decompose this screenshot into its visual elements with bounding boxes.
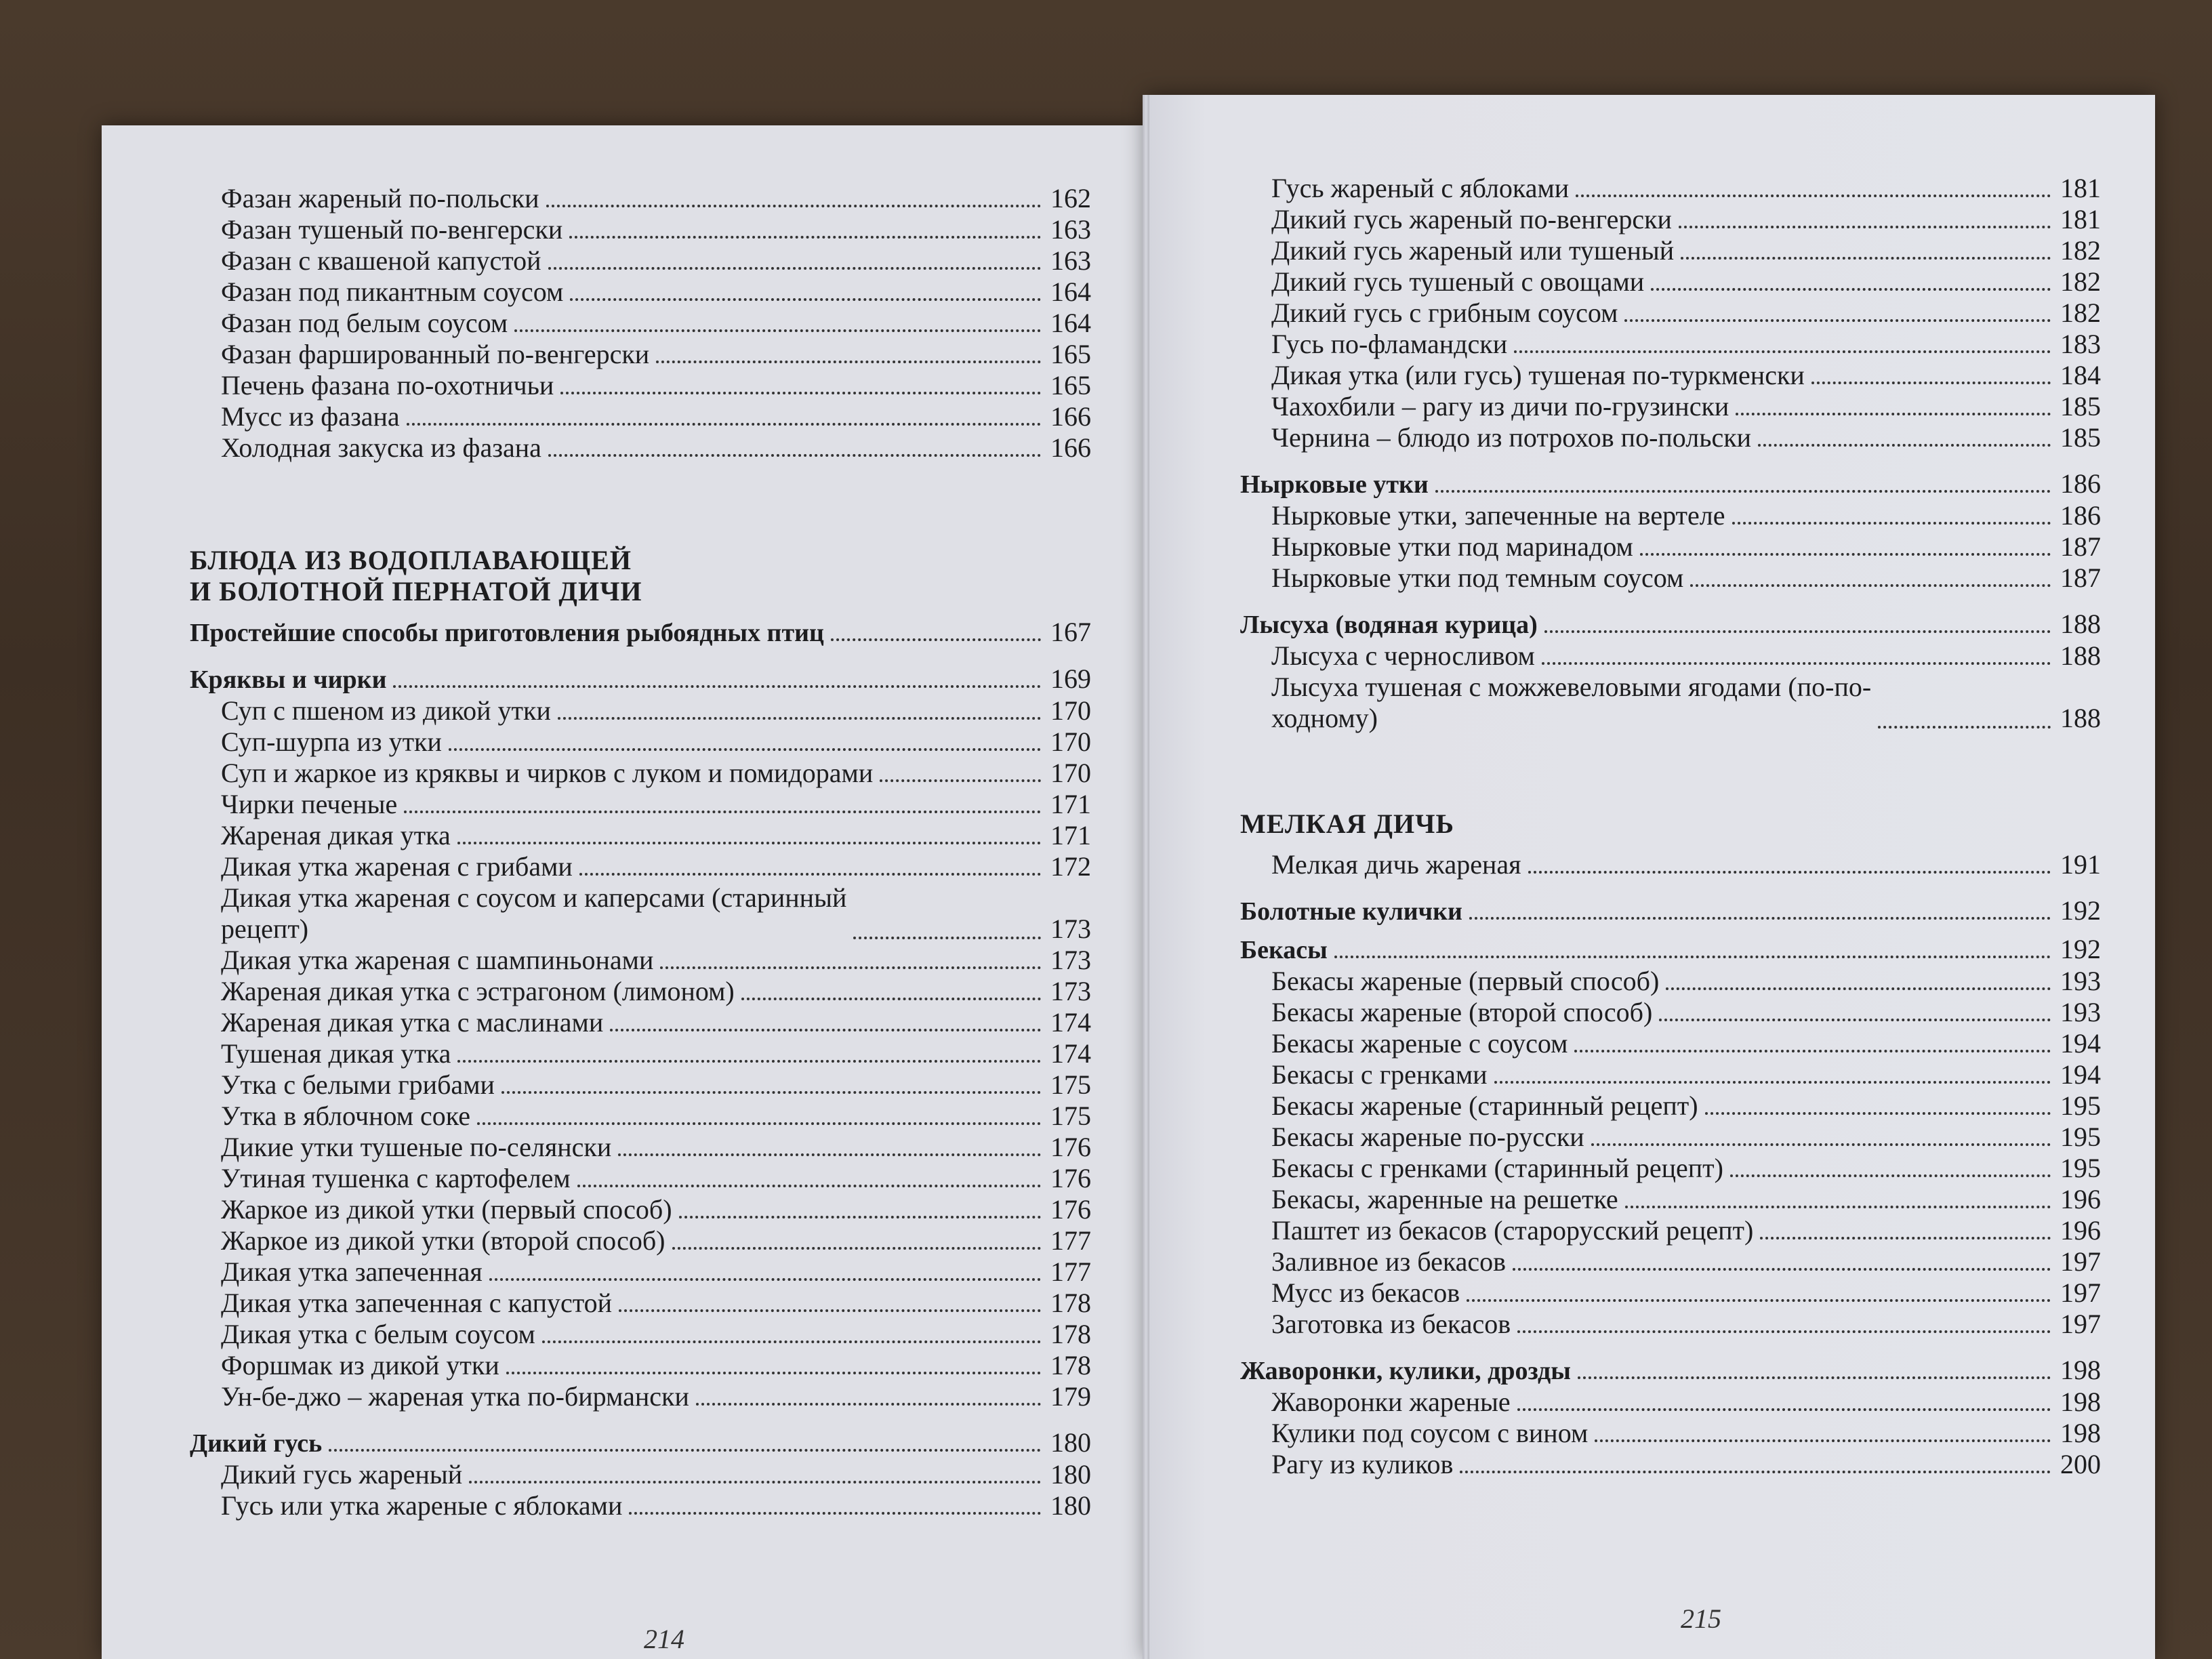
toc-entry[interactable]	[1240, 1449, 2101, 1480]
toc-entry-page: 180	[1050, 1490, 1091, 1521]
toc-entry-title: Жаркое из дикой утки (второй способ)	[221, 1225, 665, 1256]
toc-entry-page: 194	[2060, 1059, 2101, 1090]
toc-entry[interactable]	[1240, 1387, 2101, 1418]
toc-entry-title: Фазан жареный по-польски	[221, 183, 539, 213]
dot-leader	[570, 298, 1041, 301]
dot-leader	[880, 779, 1041, 782]
toc-entry-title: Дикая утка жареная с грибами	[221, 851, 573, 882]
toc-entry-page: 182	[2060, 298, 2101, 328]
toc-entry-page: 164	[1050, 276, 1091, 307]
toc-entry-title: Нырковые утки под темным соусом	[1271, 562, 1684, 593]
dot-leader	[1760, 1237, 2051, 1240]
toc-entry[interactable]	[190, 789, 1091, 820]
toc-entry-page: 182	[2060, 266, 2101, 297]
toc-entry-title: Дикий гусь жареный или тушеный	[1271, 235, 1675, 266]
toc-entry[interactable]	[190, 1225, 1091, 1256]
toc-entry-title: Дикие утки тушеные по-селянски	[221, 1132, 612, 1162]
toc-entry-title: Дикий гусь с грибным соусом	[1271, 298, 1618, 328]
toc-entry-page: 178	[1050, 1350, 1091, 1380]
toc-entry[interactable]	[1240, 1122, 2101, 1153]
toc-entry-title: Гусь по-фламандски	[1271, 329, 1508, 359]
toc-entry-title: Дикий гусь жареный	[221, 1459, 463, 1490]
toc-entry[interactable]	[190, 214, 1091, 245]
dot-leader	[1574, 1050, 2051, 1052]
toc-entry-page: 187	[2060, 531, 2101, 562]
toc-entry[interactable]	[1240, 1246, 2101, 1277]
toc-entry-title: Форшмак из дикой утки	[221, 1350, 499, 1380]
toc-entry-title: Бекасы, жаренные на решетке	[1271, 1184, 1618, 1214]
toc-entry-page: 162	[1050, 183, 1091, 213]
toc-entry[interactable]	[190, 820, 1091, 851]
dot-leader	[1758, 444, 2051, 447]
dot-leader	[1625, 1206, 2051, 1208]
toc-entry-title: Фазан фаршированный по-венгерски	[221, 339, 650, 369]
toc-entry-page: 198	[2060, 1418, 2101, 1448]
toc-entry-title: Нырковые утки, запеченные на вертеле	[1271, 500, 1725, 531]
toc-entry-page: 172	[1050, 851, 1091, 882]
toc-entry[interactable]	[1240, 204, 2101, 235]
toc-entry-title: Фазан с квашеной капустой	[221, 245, 541, 276]
toc-entry[interactable]	[190, 1319, 1091, 1350]
toc-entry-page: 164	[1050, 308, 1091, 338]
dot-leader	[1467, 1299, 2051, 1302]
toc-entry-page: 188	[2060, 640, 2101, 671]
dot-leader	[548, 454, 1041, 457]
toc-entry[interactable]	[1240, 1309, 2101, 1340]
toc-entry-page: 163	[1050, 214, 1091, 245]
toc-entry-page: 174	[1050, 1007, 1091, 1038]
toc-entry-page: 171	[1050, 789, 1091, 819]
toc-entry[interactable]	[190, 1007, 1091, 1038]
toc-entry[interactable]	[1240, 422, 2101, 453]
dot-leader	[1651, 288, 2051, 291]
toc-entry[interactable]	[1240, 329, 2101, 360]
toc-entry[interactable]	[1240, 997, 2101, 1028]
toc-entry-page: 181	[2060, 204, 2101, 234]
dot-leader	[514, 329, 1041, 332]
dot-leader	[610, 1029, 1041, 1031]
toc-entry-page: 195	[2060, 1090, 2101, 1121]
dot-leader	[1624, 319, 2051, 322]
toc-entry[interactable]	[190, 695, 1091, 726]
toc-entry[interactable]	[190, 432, 1091, 464]
right-entries-e	[1240, 1387, 2101, 1480]
page-number-right: 215	[1681, 1603, 1721, 1634]
toc-entry-title: Тушеная дикая утка	[221, 1038, 451, 1069]
right-toc	[1240, 173, 2101, 1480]
right-entries-d	[1240, 966, 2101, 1340]
toc-entry[interactable]	[190, 245, 1091, 276]
toc-entry[interactable]	[190, 339, 1091, 370]
toc-entry-page: 196	[2060, 1215, 2101, 1246]
toc-entry[interactable]	[1240, 1090, 2101, 1122]
right-entries-a	[1240, 173, 2101, 453]
toc-entry[interactable]	[1240, 1184, 2101, 1215]
left-toc	[190, 183, 1091, 1521]
toc-entry-page: 196	[2060, 1184, 2101, 1214]
toc-entry-title: Ун-бе-джо – жареная утка по-бирмански	[221, 1381, 689, 1412]
left-entries-a	[190, 183, 1091, 464]
toc-entry-title: Кулики под соусом с вином	[1271, 1418, 1589, 1448]
toc-group-nyrkovye[interactable]: Нырковые утки 186	[1240, 468, 2101, 499]
toc-entry-title: Холодная закуска из фазана	[221, 432, 541, 463]
toc-entry-title: Фазан под пикантным соусом	[221, 276, 564, 307]
dot-leader	[558, 717, 1041, 720]
toc-entry-page: 163	[1050, 245, 1091, 276]
toc-entry[interactable]	[190, 758, 1091, 789]
dot-leader	[1659, 1019, 2051, 1021]
toc-entry-title: Суп и жаркое из кряквы и чирков с луком и помидорами	[221, 758, 874, 788]
dot-leader	[1811, 382, 2051, 384]
toc-group-larks[interactable]: Жаворонки, кулики, дрозды 198	[1240, 1355, 2101, 1385]
toc-entry-page: 184	[2060, 360, 2101, 390]
toc-entry[interactable]	[1240, 1277, 2101, 1309]
toc-entry[interactable]	[190, 1459, 1091, 1490]
toc-entry[interactable]	[190, 276, 1091, 308]
toc-entry[interactable]	[1240, 640, 2101, 672]
toc-entry[interactable]	[190, 945, 1091, 976]
dot-leader	[546, 205, 1041, 207]
toc-entry-juniper[interactable]: Лысуха тушеная с можжевеловыми ягодами (по-по- ходному) 188	[1271, 672, 2101, 733]
toc-entry-title: Дикий гусь жареный по-венгерски	[1271, 204, 1672, 234]
toc-entry-page: 170	[1050, 695, 1091, 726]
dot-leader	[501, 1091, 1041, 1094]
dot-leader	[1732, 522, 2051, 525]
dot-leader	[1736, 413, 2051, 415]
toc-entry-page: 170	[1050, 758, 1091, 788]
toc-entry-page: 174	[1050, 1038, 1091, 1069]
toc-entry-page: 186	[2060, 500, 2101, 531]
right-entries-b	[1240, 500, 2101, 594]
toc-entry-title: Суп-шурпа из утки	[221, 726, 442, 757]
page-number-left: 214	[644, 1624, 684, 1654]
dot-leader	[542, 1340, 1041, 1343]
toc-entry-page: 179	[1050, 1381, 1091, 1412]
toc-entry-page: 173	[1050, 976, 1091, 1006]
dot-leader	[477, 1122, 1041, 1125]
toc-entry-title: Паштет из бекасов (старорусский рецепт)	[1271, 1215, 1754, 1246]
toc-entry-title: Чирки печеные	[221, 789, 398, 819]
dot-leader	[457, 842, 1041, 844]
dot-leader	[1705, 1112, 2051, 1115]
toc-entry-page: 195	[2060, 1153, 2101, 1183]
toc-entry-page: 193	[2060, 997, 2101, 1027]
toc-entry-page: 178	[1050, 1288, 1091, 1318]
toc-entry[interactable]	[1240, 235, 2101, 266]
toc-entry-title: Жареная дикая утка с маслинами	[221, 1007, 604, 1038]
toc-entry-page: 176	[1050, 1132, 1091, 1162]
toc-entry[interactable]	[190, 401, 1091, 432]
left-entries-c	[190, 945, 1091, 1412]
toc-entry[interactable]	[190, 1163, 1091, 1194]
toc-entry-page: 177	[1050, 1256, 1091, 1287]
toc-entry[interactable]	[190, 370, 1091, 401]
toc-entry-page: 193	[2060, 966, 2101, 996]
toc-entry-title: Дикий гусь тушеный с овощами	[1271, 266, 1645, 297]
toc-entry-title: Бекасы с гренками (старинный рецепт)	[1271, 1153, 1723, 1183]
toc-entry[interactable]	[1240, 360, 2101, 391]
toc-entry[interactable]	[190, 1194, 1091, 1225]
dot-leader	[1576, 194, 2051, 197]
dot-leader	[569, 236, 1041, 239]
dot-leader	[1679, 226, 2051, 228]
toc-entry[interactable]	[1240, 1028, 2101, 1059]
toc-entry-page: 175	[1050, 1069, 1091, 1100]
toc-entry-title: Бекасы жареные (второй способ)	[1271, 997, 1653, 1027]
dot-leader	[672, 1247, 1042, 1250]
toc-entry[interactable]	[1240, 391, 2101, 422]
left-entries-b	[190, 695, 1091, 882]
toc-entry-title: Бекасы жареные (старинный рецепт)	[1271, 1090, 1698, 1121]
toc-entry-page: 175	[1050, 1101, 1091, 1131]
toc-entry-page: 182	[2060, 235, 2101, 266]
left-entries-d	[190, 1459, 1091, 1521]
toc-entry[interactable]	[1240, 966, 2101, 997]
toc-entry-page: 197	[2060, 1246, 2101, 1277]
toc-entry-title: Бекасы жареные по-русски	[1271, 1122, 1584, 1152]
toc-entry-title: Дикая утка запеченная	[221, 1256, 483, 1287]
toc-entry-page: 195	[2060, 1122, 2101, 1152]
toc-entry-simple-methods[interactable]: Простейшие способы приготовления рыбоядных птиц 167	[190, 617, 1091, 647]
dot-leader	[457, 1060, 1041, 1063]
dot-leader	[1494, 1081, 2051, 1084]
dot-leader	[629, 1512, 1041, 1515]
dot-leader	[407, 423, 1041, 426]
toc-entry[interactable]	[1240, 500, 2101, 531]
toc-entry[interactable]	[190, 183, 1091, 214]
toc-entry-page: 170	[1050, 726, 1091, 757]
dot-leader	[577, 1185, 1041, 1187]
toc-entry-title: Суп с пшеном из дикой утки	[221, 695, 551, 726]
dot-leader	[679, 1216, 1041, 1218]
toc-entry-page: 181	[2060, 173, 2101, 203]
toc-entry[interactable]	[1240, 1418, 2101, 1449]
dot-leader	[1730, 1174, 2051, 1177]
toc-entry-title: Жареная дикая утка с эстрагоном (лимоном)	[221, 976, 735, 1006]
toc-entry-page: 176	[1050, 1194, 1091, 1225]
toc-entry-title: Чахохбили – рагу из дичи по-грузински	[1271, 391, 1729, 422]
toc-entry-title: Гусь или утка жареные с яблоками	[221, 1490, 623, 1521]
toc-entry[interactable]	[190, 726, 1091, 758]
dot-leader	[660, 966, 1041, 969]
dot-leader	[619, 1309, 1041, 1312]
toc-entry[interactable]	[190, 1132, 1091, 1163]
toc-entry[interactable]	[190, 1038, 1091, 1069]
toc-entry-page: 185	[2060, 422, 2101, 453]
dot-leader	[1681, 257, 2051, 260]
toc-entry[interactable]	[190, 851, 1091, 882]
toc-entry-page: 176	[1050, 1163, 1091, 1193]
right-entries-c	[1240, 640, 2101, 672]
toc-entry-page: 197	[2060, 1309, 2101, 1339]
toc-entry[interactable]	[190, 1288, 1091, 1319]
toc-entry-title: Утка в яблочном соке	[221, 1101, 470, 1131]
toc-entry-title: Бекасы жареные с соусом	[1271, 1028, 1568, 1059]
dot-leader	[618, 1153, 1041, 1156]
toc-entry-title: Жаворонки жареные	[1271, 1387, 1511, 1417]
toc-entry-page: 180	[1050, 1459, 1091, 1490]
toc-entry-capers[interactable]: Дикая утка жареная с соусом и каперсами (старинный рецепт) 173	[221, 882, 1091, 944]
book-spine	[1143, 95, 1149, 1659]
toc-entry[interactable]	[190, 1381, 1091, 1412]
toc-entry-page: 177	[1050, 1225, 1091, 1256]
toc-entry-page: 171	[1050, 820, 1091, 851]
dot-leader	[489, 1278, 1041, 1281]
toc-entry-page: 166	[1050, 432, 1091, 463]
dot-leader	[696, 1403, 1041, 1406]
toc-entry-page: 187	[2060, 562, 2101, 593]
dot-leader	[741, 998, 1041, 1000]
toc-entry-title: Мусс из бекасов	[1271, 1277, 1460, 1308]
toc-entry[interactable]	[1240, 1153, 2101, 1184]
dot-leader	[404, 811, 1041, 813]
toc-entry-page: 194	[2060, 1028, 2101, 1059]
dot-leader	[656, 361, 1041, 363]
toc-entry-page: 166	[1050, 401, 1091, 432]
toc-entry-title: Фазан под белым соусом	[221, 308, 508, 338]
toc-entry-title: Лысуха с черносливом	[1271, 640, 1535, 671]
toc-entry[interactable]	[190, 1256, 1091, 1288]
dot-leader	[469, 1481, 1041, 1483]
toc-entry[interactable]	[190, 308, 1091, 339]
toc-entry-page: 185	[2060, 391, 2101, 422]
toc-entry[interactable]	[190, 1350, 1091, 1381]
toc-entry-title: Дикая утка (или гусь) тушеная по-туркменски	[1271, 360, 1805, 390]
toc-entry-page: 165	[1050, 339, 1091, 369]
toc-entry-title: Бекасы с гренками	[1271, 1059, 1488, 1090]
toc-entry[interactable]	[1240, 298, 2101, 329]
dot-leader	[560, 392, 1041, 394]
dot-leader	[506, 1372, 1041, 1374]
toc-entry-title: Утка с белыми грибами	[221, 1069, 495, 1100]
toc-entry-title: Бекасы жареные (первый способ)	[1271, 966, 1660, 996]
toc-entry-page: 183	[2060, 329, 2101, 359]
dot-leader	[1517, 1408, 2051, 1411]
toc-group-wild-goose[interactable]: Дикий гусь 180	[190, 1427, 1091, 1458]
toc-entry[interactable]	[190, 1490, 1091, 1521]
toc-entry-title: Мусс из фазана	[221, 401, 400, 432]
toc-entry-title: Печень фазана по-охотничьи	[221, 370, 554, 401]
toc-entry-page: 178	[1050, 1319, 1091, 1349]
dot-leader	[1460, 1471, 2051, 1473]
toc-entry-title: Нырковые утки под маринадом	[1271, 531, 1633, 562]
toc-entry-title: Заготовка из бекасов	[1271, 1309, 1511, 1339]
toc-entry-title: Заливное из бекасов	[1271, 1246, 1507, 1277]
toc-entry-title: Дикая утка жареная с шампиньонами	[221, 945, 654, 975]
toc-entry[interactable]	[1240, 531, 2101, 562]
toc-entry[interactable]	[190, 976, 1091, 1007]
dot-leader	[1542, 662, 2051, 665]
toc-entry-title: Рагу из куликов	[1271, 1449, 1454, 1479]
dot-leader	[1690, 584, 2051, 587]
section-heading-small-game: МЕЛКАЯ ДИЧЬ	[1240, 808, 1454, 839]
toc-entry-page: 198	[2060, 1387, 2101, 1417]
toc-entry[interactable]	[1240, 1215, 2101, 1246]
toc-entry[interactable]	[1240, 173, 2101, 204]
dot-leader	[1640, 553, 2051, 556]
toc-entry[interactable]	[190, 1101, 1091, 1132]
toc-entry-title: Гусь жареный с яблоками	[1271, 173, 1570, 203]
dot-leader	[1666, 987, 2051, 990]
dot-leader	[1591, 1143, 2051, 1146]
toc-entry-page: 200	[2060, 1449, 2101, 1479]
toc-group-bekasy[interactable]: Бекасы 192	[1240, 934, 2101, 964]
toc-entry-title: Утиная тушенка с картофелем	[221, 1163, 571, 1193]
toc-entry-page: 197	[2060, 1277, 2101, 1308]
section-heading-line2: И БОЛОТНОЙ ПЕРНАТОЙ ДИЧИ	[190, 576, 642, 607]
toc-group-lysukha[interactable]: Лысуха (водяная курица) 188	[1240, 609, 2101, 639]
toc-entry-small-game[interactable]: Мелкая дичь жареная 191	[1271, 849, 2101, 880]
toc-entry[interactable]	[1240, 1059, 2101, 1090]
toc-entry-title: Дикая утка запеченная с капустой	[221, 1288, 613, 1318]
toc-entry-page: 165	[1050, 370, 1091, 401]
toc-entry[interactable]	[1240, 562, 2101, 594]
toc-entry-title: Чернина – блюдо из потрохов по-польски	[1271, 422, 1752, 453]
section-heading-line1: БЛЮДА ИЗ ВОДОПЛАВАЮЩЕЙ	[190, 545, 632, 575]
toc-entry-title: Жаркое из дикой утки (первый способ)	[221, 1194, 672, 1225]
toc-entry[interactable]	[1240, 266, 2101, 298]
dot-leader	[449, 748, 1041, 751]
toc-entry[interactable]	[190, 1069, 1091, 1101]
toc-entry-page: 173	[1050, 945, 1091, 975]
toc-group-kryakvy[interactable]: Кряквы и чирки 169	[190, 663, 1091, 694]
dot-leader	[548, 267, 1041, 270]
toc-entry-title: Дикая утка с белым соусом	[221, 1319, 535, 1349]
dot-leader	[1513, 1268, 2051, 1271]
dot-leader	[1514, 350, 2051, 353]
toc-entry-title: Фазан тушеный по-венгерски	[221, 214, 563, 245]
toc-group-boloto[interactable]: Болотные кулички 192	[1240, 895, 2101, 926]
dot-leader	[1517, 1330, 2051, 1333]
toc-entry-title: Жареная дикая утка	[221, 820, 451, 851]
dot-leader	[1595, 1439, 2051, 1442]
dot-leader	[579, 873, 1041, 876]
